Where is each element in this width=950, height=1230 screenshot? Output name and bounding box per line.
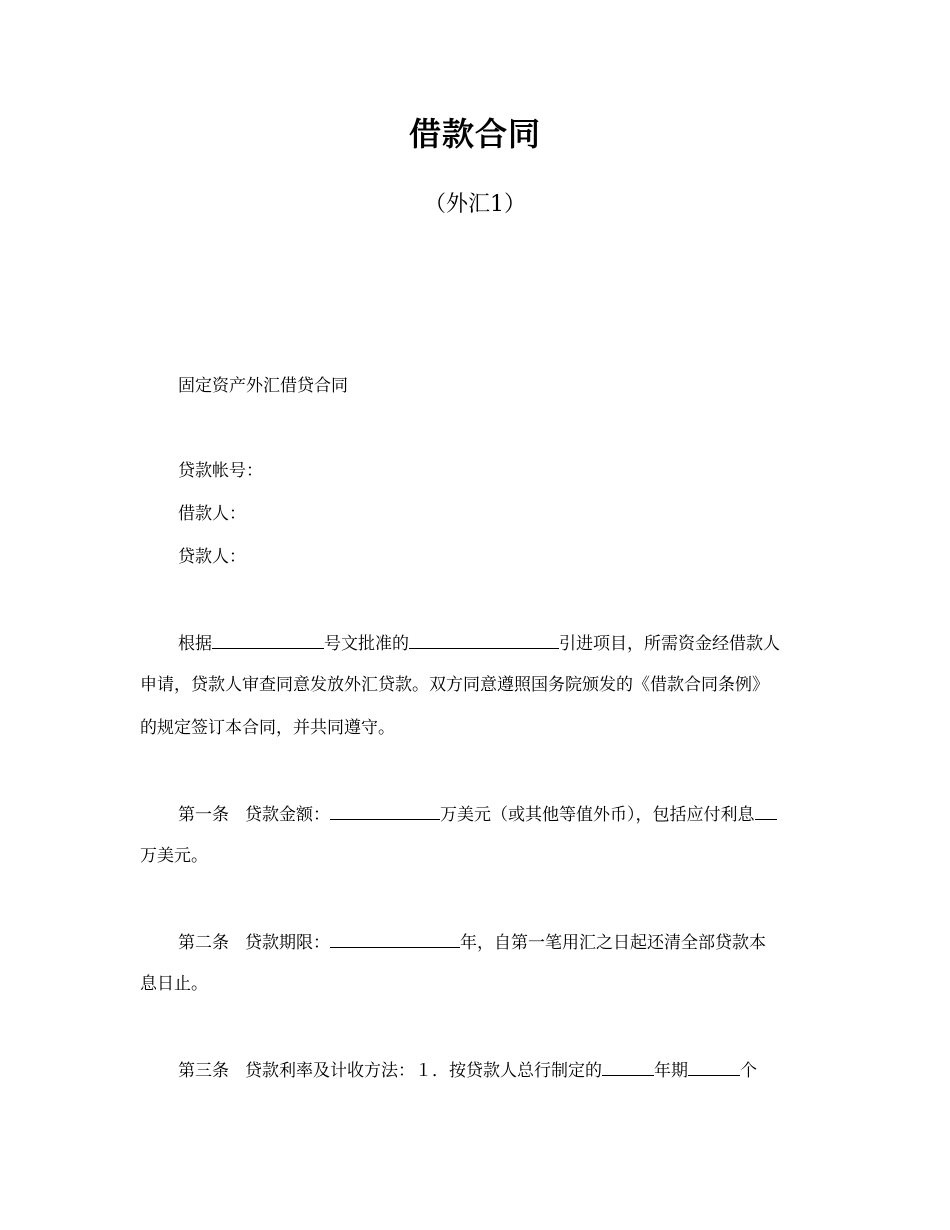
article-text: 贷款期限： [245, 933, 330, 953]
document-subtitle: （外汇1） [424, 192, 526, 217]
article-3-line-1 [178, 1057, 757, 1083]
article-1-line-2: 万美元。 [140, 846, 208, 866]
document-number-blank [212, 630, 324, 649]
article-text: 万美元（或其他等值外币），包括应付利息 [440, 805, 755, 825]
loan-term-blank [330, 929, 460, 948]
article-text: 贷款金额： [245, 805, 330, 825]
project-name-blank [409, 630, 559, 649]
contract-name: 固定资产外汇借贷合同 [178, 376, 348, 396]
article-2-line-1 [178, 929, 766, 955]
rate-term-years-blank [602, 1057, 654, 1076]
article-text: 年期 [654, 1061, 688, 1081]
lender-field-label: 贷款人： [178, 547, 246, 567]
article-label: 第三条 [178, 1061, 229, 1081]
article-label: 第二条 [178, 933, 229, 953]
account-field-label: 贷款帐号： [178, 461, 263, 481]
article-text: 个 [740, 1061, 757, 1081]
interest-amount-blank [755, 801, 777, 820]
borrower-field-label: 借款人： [178, 504, 246, 524]
rate-term-months-blank [688, 1057, 740, 1076]
preamble-line-3: 的规定签订本合同，并共同遵守。 [140, 718, 395, 738]
document-title: 借款合同 [408, 115, 541, 153]
preamble-text: 引进项目，所需资金经借款人 [559, 634, 780, 654]
article-label: 第一条 [178, 805, 229, 825]
loan-amount-blank [330, 801, 440, 820]
preamble-text: 根据 [178, 634, 212, 654]
preamble-text: 号文批准的 [324, 634, 409, 654]
article-text: 年，自第一笔用汇之日起还清全部贷款本 [460, 933, 766, 953]
preamble-line-2: 申请，贷款人审查同意发放外汇贷款。双方同意遵照国务院颁发的《借款合同条例》 [140, 675, 769, 695]
article-2-line-2: 息日止。 [140, 974, 208, 994]
article-1-line-1 [178, 801, 777, 827]
preamble-line-1 [178, 630, 780, 656]
article-text: 贷款利率及计收方法：１．按贷款人总行制定的 [245, 1061, 602, 1081]
